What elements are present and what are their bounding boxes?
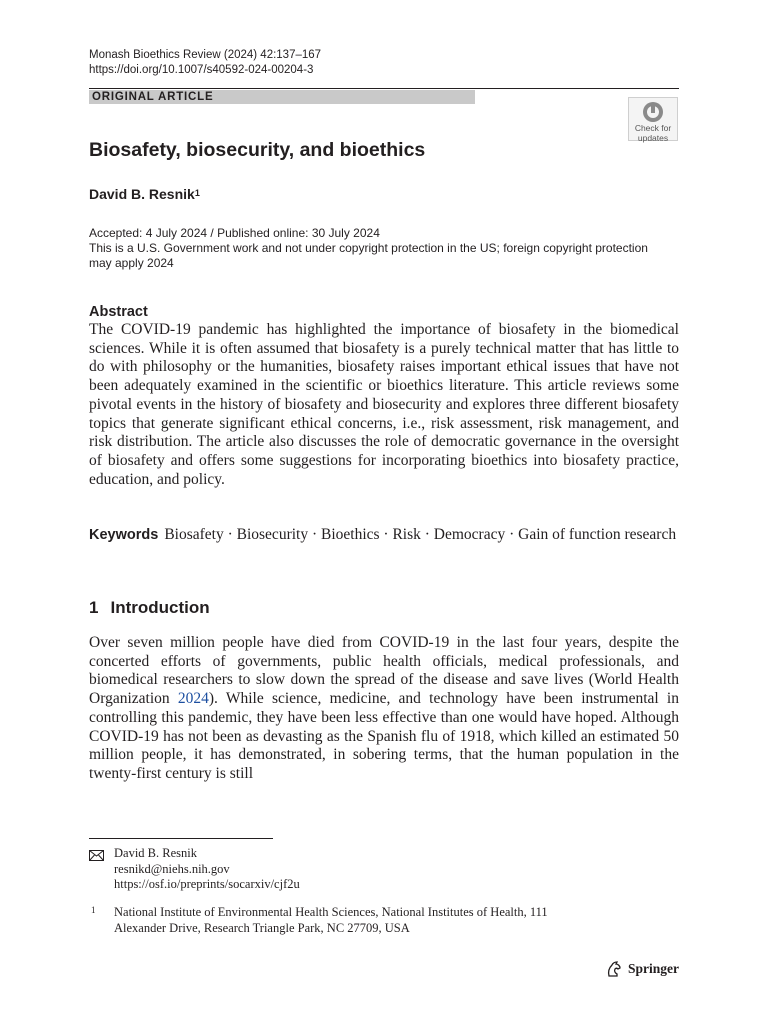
- keywords: [89, 526, 679, 545]
- affiliation-line-2: Alexander Drive, Research Triangle Park, NC 27709, USA: [114, 920, 410, 935]
- contact-name: David B. Resnik: [114, 846, 197, 860]
- publisher-name: Springer: [628, 961, 680, 976]
- article-title: Biosafety, biosecurity, and bioethics: [89, 139, 426, 161]
- section-title: Introduction: [110, 598, 210, 617]
- check-for-updates-badge[interactable]: [628, 97, 678, 141]
- affiliation-line-1: National Institute of Environmental Health Sciences, National Institutes of Health, 111: [114, 905, 548, 919]
- publisher-logo: [605, 958, 679, 980]
- publication-dates: Accepted: 4 July 2024 / Published online: 30 July 2024: [89, 226, 380, 240]
- copyright-line-1: This is a U.S. Government work and not under copyright protection in the US; foreign copyright protection: [89, 241, 648, 255]
- footnote-rule: [89, 838, 273, 839]
- contact-email[interactable]: resnikd@niehs.nih.gov: [114, 861, 230, 876]
- abstract-text: The COVID-19 pandemic has highlighted the importance of biosafety in the biomedical sciences. While it is often assumed that biosafety is a purely technical matter that has little to do with philosophy or the humanities, biosafety raises important ethical issues that have not been adequately examined in the scientific or bioethics literature. This article reviews some pivotal events in the history of biosafety and biosecurity and explores three different biosafety topics that generate significant ethical concerns, i.e., risk assessment, risk management, and risk distribution. The article also discusses the role of democratic governance in the oversight of biosafety and offers some suggestions for incorporating bioethics into biosafety practice, education, and policy.: [89, 321, 679, 488]
- journal-header: [89, 48, 321, 78]
- doi-link[interactable]: https://doi.org/10.1007/s40592-024-00204-3: [89, 64, 314, 76]
- preprint-link[interactable]: https://osf.io/preprints/socarxiv/cjf2u: [114, 877, 300, 891]
- intro-text-part-1: Over seven million people have died from COVID-19 in the last four years, despite the concerted efforts of governments, public health officials, medical professionals, and biomedical researchers to slow down the spread of the disease and save lives (World Health Organization: [89, 634, 679, 708]
- header-rule: [89, 88, 679, 89]
- abstract-heading: Abstract: [89, 304, 148, 320]
- keywords-list: Biosafety · Biosecurity · Bioethics · Risk · Democracy · Gain of function research: [164, 526, 677, 543]
- badge-label-2: updates: [637, 133, 669, 143]
- envelope-icon: [89, 849, 104, 867]
- author-name[interactable]: David B. Resnik: [89, 186, 195, 202]
- keywords-label: Keywords: [89, 527, 159, 543]
- check-for-updates-icon: [642, 101, 664, 123]
- citation-link[interactable]: 2024: [177, 690, 209, 708]
- section-number: 1: [89, 598, 99, 617]
- journal-citation: Monash Bioethics Review (2024) 42:137–167: [89, 49, 322, 61]
- author-affiliation-marker: 1: [194, 188, 200, 198]
- article-type-banner: ORIGINAL ARTICLE: [89, 90, 475, 104]
- affiliation-marker: 1: [91, 905, 96, 915]
- badge-label-1: Check for: [634, 123, 672, 133]
- intro-paragraph: [89, 634, 679, 784]
- intro-text-part-2: ). While science, medicine, and technology have been instrumental in controlling this pandemic, they have been less effective than one would have hoped. Although COVID-19 has not been as devasting as the Spanish flu of 1918, which killed an estimated 50 million people, it has demonstrated, in sobering terms, that the human population in the twenty-first century is still: [89, 690, 679, 782]
- author-line: [89, 184, 200, 204]
- section-heading: [89, 596, 210, 620]
- copyright-line-2: may apply 2024: [89, 256, 174, 270]
- springer-horse-icon: [605, 960, 623, 978]
